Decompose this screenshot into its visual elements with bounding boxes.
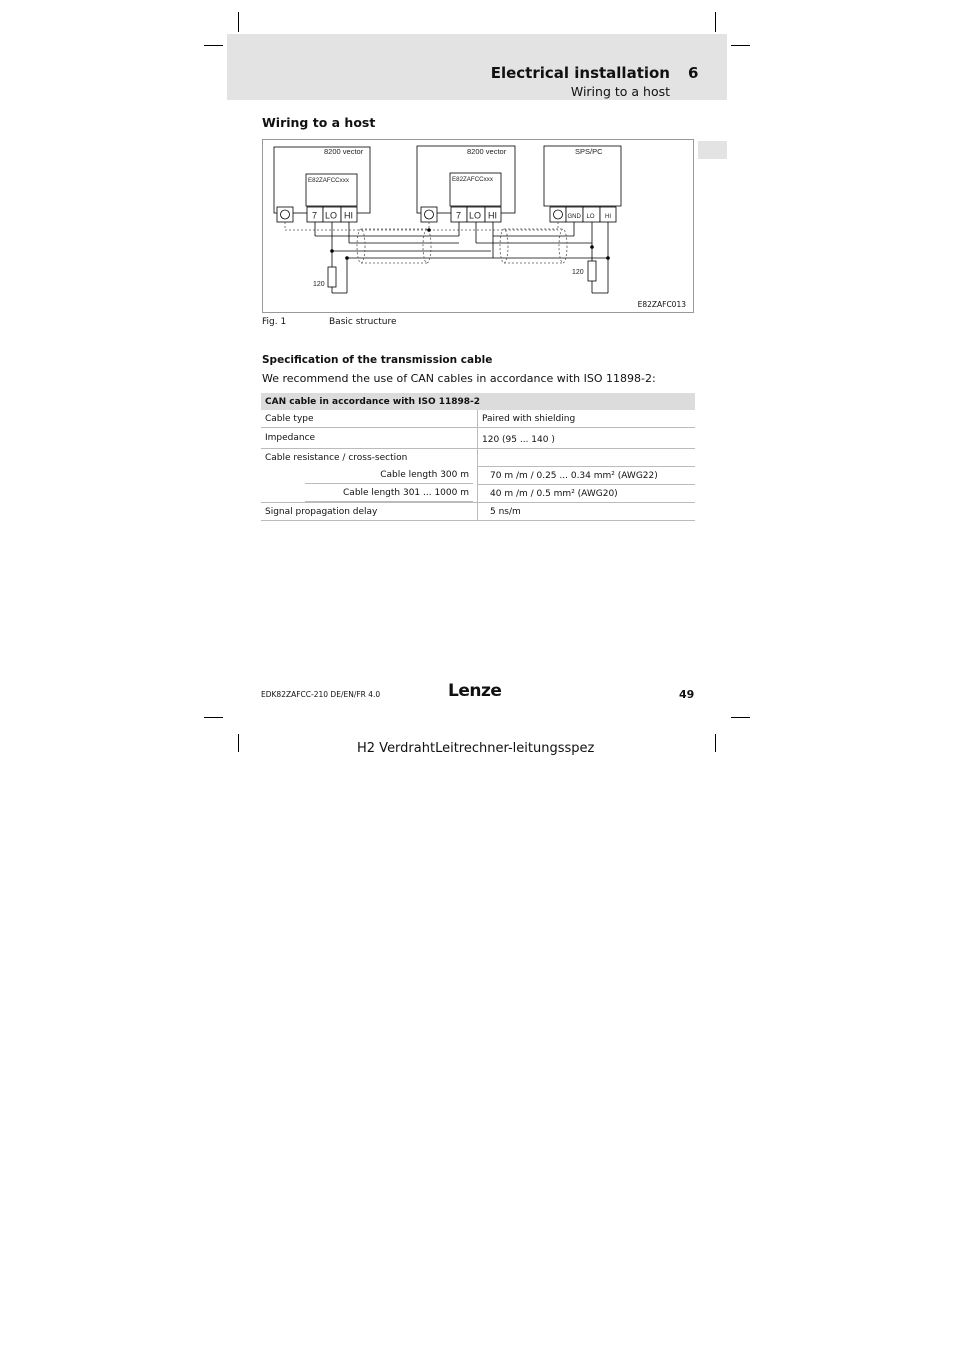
row-value: 70 m /m / 0.25 ... 0.34 mm² (AWG22): [478, 467, 696, 485]
crop-mark: [731, 717, 750, 718]
document-id: EDK82ZAFCC-210 DE/EN/FR 4.0: [261, 690, 381, 699]
cable-spec-table: [261, 393, 695, 521]
chapter-number: 6: [688, 64, 699, 82]
device2-term-7: 7: [456, 210, 462, 221]
row-label-cell: [261, 467, 478, 485]
row-value: 40 m /m / 0.5 mm² (AWG20): [478, 485, 696, 503]
table-row: [261, 485, 695, 503]
host-term-gnd: GND: [567, 214, 581, 220]
row-label: Impedance: [261, 428, 478, 449]
table-row: [261, 503, 695, 521]
row-label: Cable length 300 m: [305, 467, 473, 484]
crop-mark: [715, 12, 716, 32]
row-label: Signal propagation delay: [261, 503, 478, 521]
row-label-cell: [261, 485, 478, 503]
row-label: Cable type: [261, 410, 478, 428]
device2-module-label: E82ZAFCCxxx: [452, 176, 493, 183]
lenze-logo: Lenze: [448, 681, 502, 701]
device2-term-lo: LO: [469, 210, 482, 221]
crop-mark: [715, 734, 716, 752]
host-label: SPS/PC: [575, 147, 603, 156]
wiring-diagram-svg: [263, 140, 695, 314]
row-value: 5 ns/m: [478, 503, 696, 521]
device1-term-hi: HI: [344, 210, 353, 221]
page-title: Electrical installation: [490, 64, 670, 82]
spec-heading: Specification of the transmission cable: [262, 354, 493, 366]
table-row: [261, 467, 695, 485]
figure-code: E82ZAFC013: [637, 300, 686, 309]
crop-mark: [238, 12, 239, 32]
device2-term-hi: HI: [488, 210, 497, 221]
row-label: Cable resistance / cross-section: [265, 452, 408, 463]
wiring-diagram: [262, 139, 694, 313]
crop-mark: [204, 45, 223, 46]
device1-module-label: E82ZAFCCxxx: [308, 177, 349, 184]
device1-term-lo: LO: [325, 210, 338, 221]
spec-intro: We recommend the use of CAN cables in accordance with ISO 11898-2:: [262, 372, 656, 385]
row-label: Cable length 301 ... 1000 m: [305, 485, 473, 502]
row-value: 120 (95 ... 140 ): [478, 428, 696, 449]
table-row: [261, 449, 695, 467]
host-term-lo: LO: [586, 214, 595, 220]
figure-caption: Basic structure: [329, 317, 397, 327]
device1-label: 8200 vector: [324, 147, 364, 156]
page-number: 49: [679, 688, 695, 701]
crop-mark: [731, 45, 750, 46]
device2-label: 8200 vector: [467, 147, 507, 156]
host-term-hi: HI: [605, 214, 611, 220]
table-row: [261, 428, 695, 449]
row-value: Paired with shielding: [478, 410, 696, 428]
chapter-tab: [698, 141, 727, 159]
figure-number: Fig. 1: [262, 317, 287, 327]
page-subtitle: Wiring to a host: [570, 84, 670, 99]
resistor2-label: 120: [572, 269, 584, 276]
table-header: CAN cable in accordance with ISO 11898-2: [261, 393, 695, 410]
file-name-line: H2 VerdrahtLeitrechner-leitungsspez: [357, 741, 595, 756]
crop-mark: [238, 734, 239, 752]
row-value: [478, 449, 696, 467]
table-header-row: [261, 393, 695, 410]
section-heading: Wiring to a host: [262, 115, 376, 130]
device1-term-7: 7: [312, 210, 318, 221]
crop-mark: [204, 717, 223, 718]
table-row: [261, 410, 695, 428]
resistor1-label: 120: [313, 281, 325, 288]
